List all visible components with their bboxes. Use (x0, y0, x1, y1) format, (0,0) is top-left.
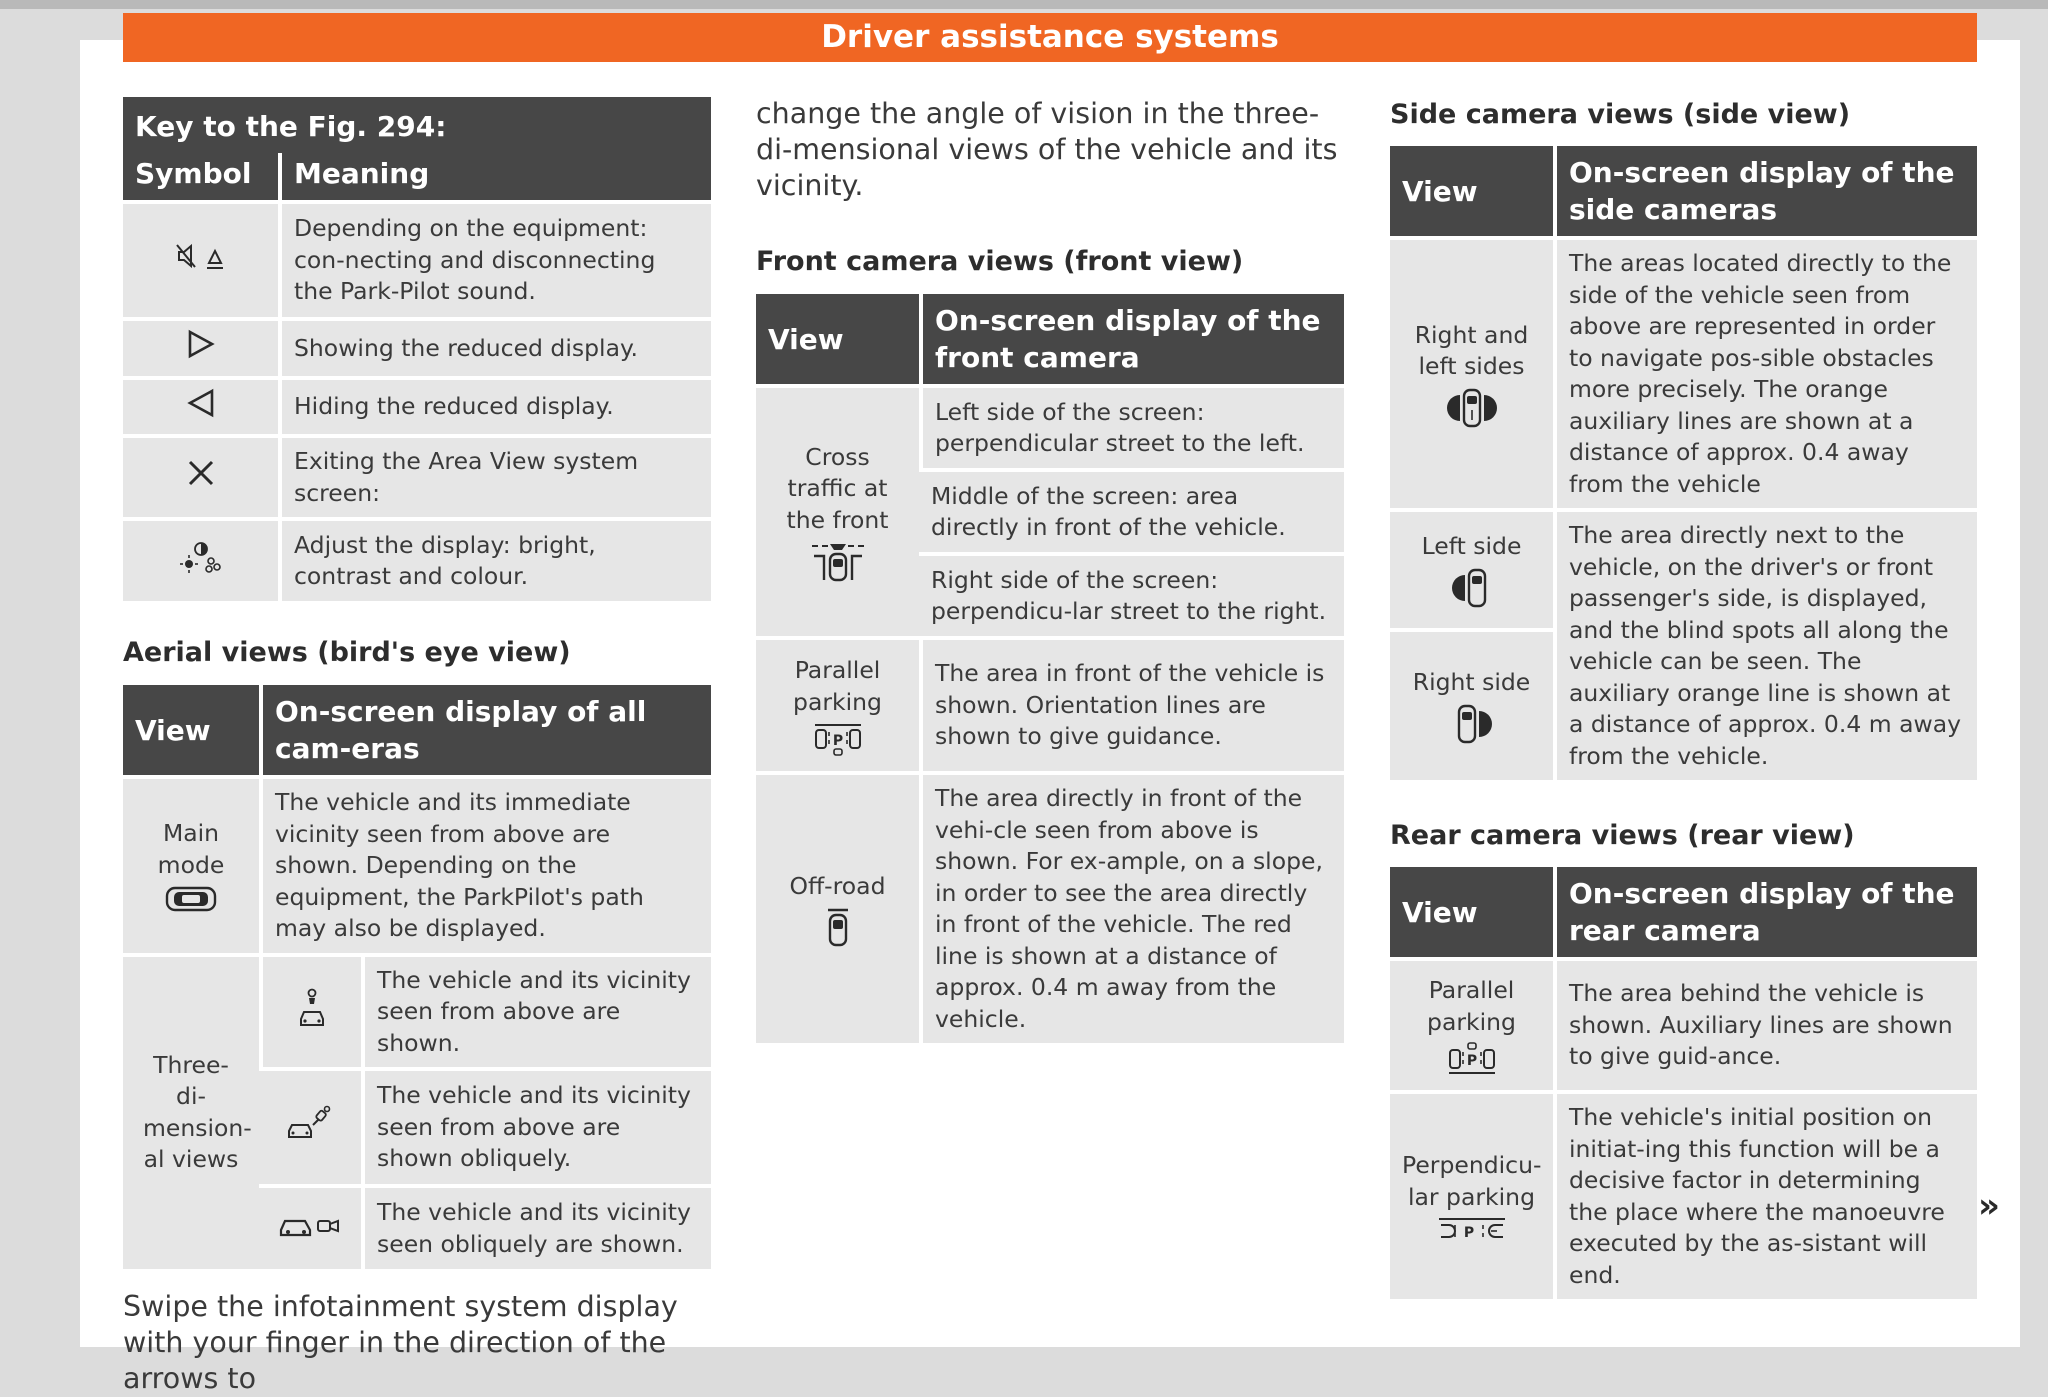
key-col-symbol: Symbol (123, 153, 278, 200)
front-section-title: Front camera views (front view) (756, 246, 1244, 277)
front-col-display: On-screen display of the front camera (919, 294, 1344, 384)
car-view-oblique-icon (285, 1103, 335, 1143)
side-section-title: Side camera views (side view) (1390, 99, 1851, 130)
side-right-label: Right side (1412, 668, 1531, 697)
table-row (756, 636, 1344, 771)
cross-traffic-icon (810, 540, 866, 582)
offroad-car-icon (826, 907, 850, 947)
car-top-view-icon (165, 885, 217, 913)
aerial-section-title: Aerial views (bird's eye view) (123, 637, 571, 668)
svg-text:P: P (1463, 1225, 1474, 1241)
front-parallel-label: Parallel parking (793, 656, 882, 716)
table-row (756, 771, 1344, 1043)
main-mode-text: The vehicle and its immediate vicinity seen from above are shown. Depending on the equipment, the ParkPilot's path may also be displayed. (259, 775, 711, 953)
angle-paragraph: change the angle of vision in the three-di-mensional views of the vehicle and its vicinity. (756, 97, 1338, 202)
svg-text:P: P (1466, 1053, 1477, 1069)
key-table-title: Key to the Fig. 294: (123, 97, 711, 153)
offroad-label: Off-road (789, 872, 886, 901)
rear-parallel-label: Parallel parking (1427, 976, 1516, 1036)
brightness-contrast-colour-icon (179, 540, 223, 574)
table-row (123, 953, 711, 1068)
offroad-text: The area directly in front of the vehi-cle seen from above is shown. For ex-ample, on a slope, in order to see the area directly in front of the vehicle. The red line is shown at a distance of approx. 0.4 m away from the vehicle. (919, 771, 1344, 1043)
table-row (1390, 236, 1977, 508)
key-meaning: Depending on the equipment: con-necting and disconnecting the Park-Pilot sound. (278, 200, 711, 317)
side-camera-left-icon (1455, 567, 1489, 609)
rear-section-title: Rear camera views (rear view) (1390, 820, 1855, 851)
side-both-text: The areas located directly to the side of the vehicle seen from above are represented in order to navigate pos-sible obstacles more precisely. The orange auxiliary lines are shown at a distance of approx. 0.4 away from the vehicle (1553, 236, 1977, 508)
side-both-label: Right and left sides (1414, 320, 1529, 380)
cross-traffic-text-2: Middle of the screen: area directly in front of the vehicle. (919, 468, 1344, 552)
main-mode-label: Main mode (157, 819, 225, 879)
table-row (1390, 957, 1977, 1090)
key-meaning: Hiding the reduced display. (278, 376, 711, 435)
top-border (0, 0, 2048, 9)
aerial-table (123, 685, 711, 1269)
table-row (123, 200, 711, 317)
parallel-parking-rear-icon (1447, 1042, 1497, 1076)
key-meaning: Showing the reduced display. (278, 317, 711, 376)
column-right (1390, 97, 1977, 1299)
table-row (756, 384, 1344, 468)
table-row (123, 376, 711, 435)
table-row (1390, 508, 1977, 628)
table-row (123, 517, 711, 601)
triangle-left-icon (186, 388, 216, 418)
car-view-side-icon (278, 1210, 342, 1238)
cross-traffic-text-1: Left side of the screen: perpendicular street to the left. (919, 384, 1344, 468)
key-table (123, 153, 711, 601)
column-middle (756, 97, 1344, 1043)
rear-perpendicular-label: Perpendicu-lar parking (1402, 1151, 1542, 1211)
side-col-display: On-screen display of the side cameras (1553, 146, 1977, 236)
side-cameras-both-icon (1450, 387, 1494, 429)
key-meaning: Adjust the display: bright, contrast and colour. (278, 517, 711, 601)
rear-col-view: View (1390, 867, 1553, 957)
column-left (123, 97, 711, 1397)
aerial-col-view: View (123, 685, 259, 775)
car-view-above-icon (295, 987, 329, 1029)
three-d-text-1: The vehicle and its vicinity seen from above are shown. (361, 953, 711, 1068)
rear-parallel-text: The area behind the vehicle is shown. Auxiliary lines are shown to give guid-ance. (1553, 957, 1977, 1090)
cross-traffic-text-3: Right side of the screen: perpendicu-lar street to the right. (919, 552, 1344, 636)
close-x-icon (186, 458, 216, 488)
side-single-text: The area directly next to the vehicle, on the driver's or front passenger's side, is displayed, and the blind spots all along the vehicle can be seen. The auxiliary orange line is shown at a distance of approx. 0.4 m away from the vehicle. (1553, 508, 1977, 780)
table-row (123, 434, 711, 517)
triangle-right-icon (186, 329, 216, 359)
side-col-view: View (1390, 146, 1553, 236)
three-d-text-2: The vehicle and its vicinity seen from above are shown obliquely. (361, 1067, 711, 1184)
cross-traffic-label: Cross traffic at the front (786, 442, 889, 534)
table-row (123, 317, 711, 376)
side-camera-right-icon (1455, 703, 1489, 745)
parallel-parking-front-icon (813, 722, 863, 756)
side-table (1390, 146, 1977, 780)
parkpilot-sound-icon (175, 241, 227, 271)
key-col-meaning: Meaning (278, 153, 711, 200)
table-row (1390, 1090, 1977, 1299)
side-left-label: Left side (1421, 532, 1522, 561)
svg-text:P: P (832, 733, 843, 749)
key-meaning: Exiting the Area View system screen: (278, 434, 711, 517)
three-d-label: Three-di-mension-al views (143, 1050, 252, 1174)
page-title: Driver assistance systems (123, 13, 1977, 62)
three-d-text-3: The vehicle and its vicinity seen obliquely are shown. (361, 1184, 711, 1269)
table-row (123, 775, 711, 953)
rear-perpendicular-text: The vehicle's initial position on initiat-ing this function will be a decisive factor in determining the place where the manoeuvre executed by the as-sistant will end. (1553, 1090, 1977, 1299)
continue-mark: » (1978, 1186, 2000, 1226)
rear-col-display: On-screen display of the rear camera (1553, 867, 1977, 957)
swipe-paragraph: Swipe the infotainment system display with your finger in the direction of the arrows to (123, 1290, 678, 1395)
front-table (756, 294, 1344, 1043)
perpendicular-parking-icon (1437, 1217, 1507, 1243)
rear-table (1390, 867, 1977, 1299)
aerial-col-display: On-screen display of all cam-eras (259, 685, 711, 775)
front-col-view: View (756, 294, 919, 384)
front-parallel-text: The area in front of the vehicle is shown. Orientation lines are shown to give guidance. (919, 636, 1344, 771)
